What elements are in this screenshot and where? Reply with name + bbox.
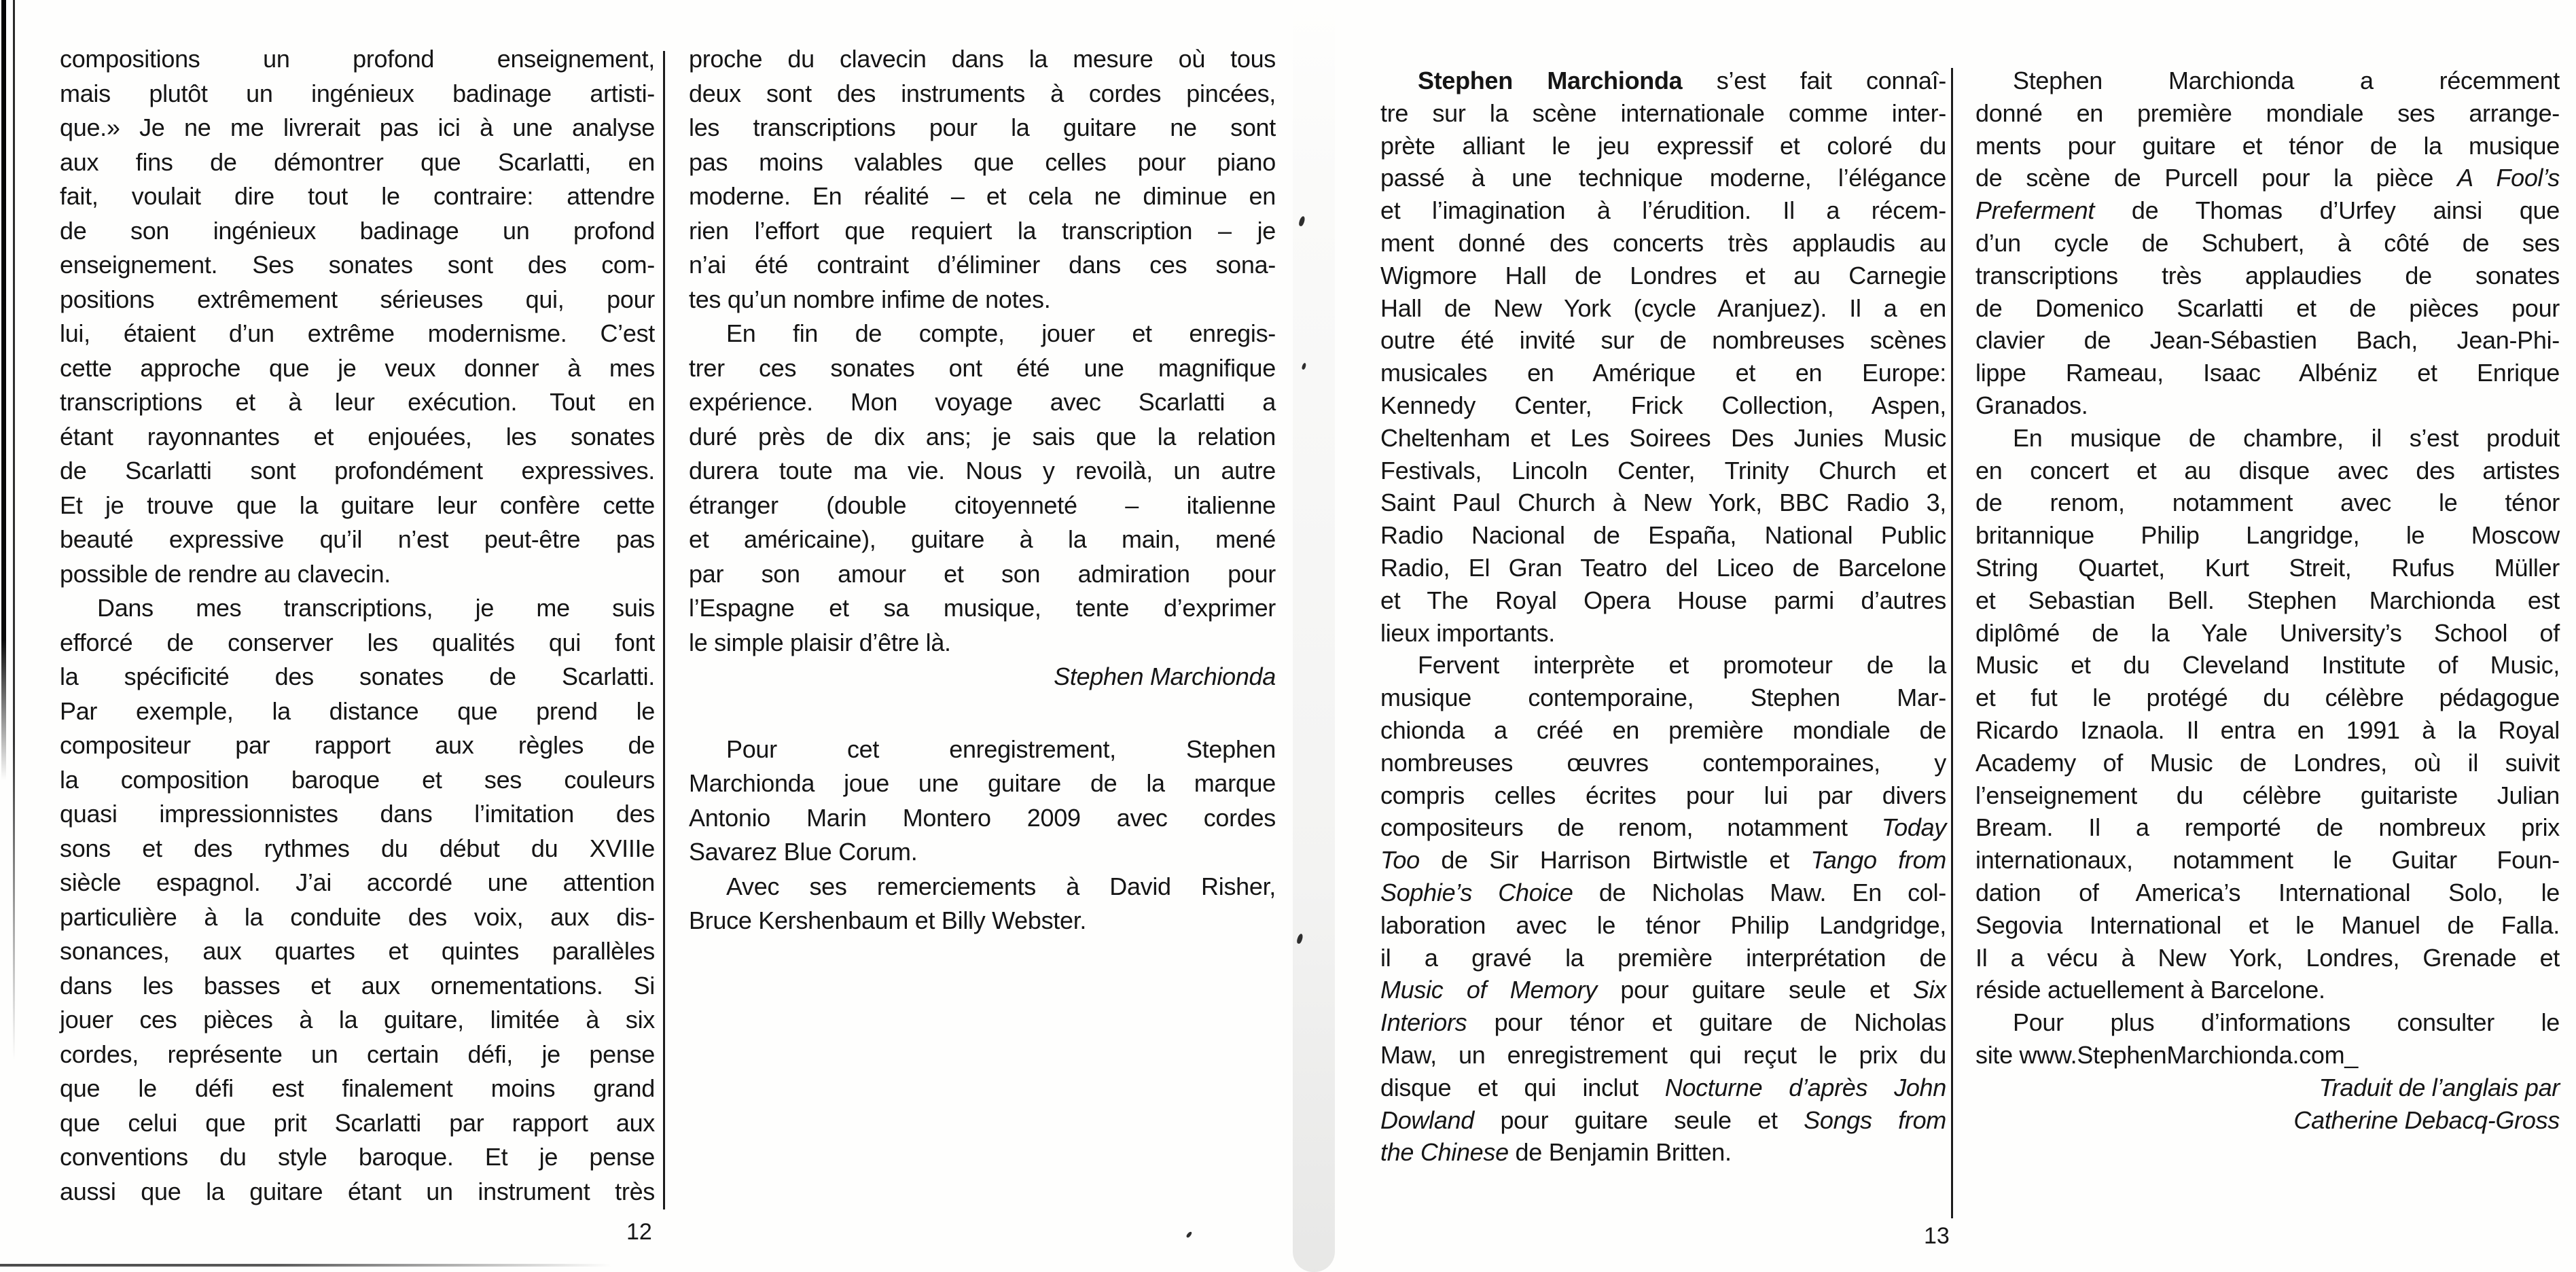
text-line <box>689 454 1276 489</box>
text-run: Maw, un enregistrement qui reçut le prix du <box>1380 1040 1946 1069</box>
text-line <box>1380 389 1946 422</box>
text-run: enseignement. Ses sonates sont des com- <box>60 251 655 279</box>
text-run: durera toute ma vie. Nous y revoilà, un autre <box>689 457 1276 484</box>
text-line <box>1380 97 1946 130</box>
text-line <box>1380 811 1946 844</box>
text-run: Today <box>1881 813 1946 842</box>
scan-edge-line-thick <box>1 0 6 780</box>
text-run: diplômé de la Yale University’s School of <box>1975 618 2560 647</box>
text-run: cordes, représente un certain défi, je pense <box>60 1040 655 1068</box>
text-line <box>1975 714 2560 747</box>
text-line <box>689 801 1276 836</box>
text-line <box>1380 909 1946 942</box>
text-run: l’enseignement du célèbre guitariste Julian <box>1975 781 2560 809</box>
text-run: sonances, aux quartes et quintes parallèles <box>60 937 655 965</box>
text-run: Too <box>1380 846 1420 874</box>
text-run: Ricardo Iznaola. Il entra en 1991 à la Royal <box>1975 716 2560 744</box>
text-run: s’est fait connaî- <box>1682 67 1946 94</box>
page12-column-right <box>689 42 1276 938</box>
text-run: jouer ces pièces à la guitare, limitée à six <box>60 1006 655 1034</box>
text-line <box>60 866 655 900</box>
text-run: Granados. <box>1975 391 2088 419</box>
text-run: Radio, El Gran Teatro del Liceo de Barcelone <box>1380 553 1946 582</box>
text-run: Songs from <box>1804 1106 1946 1134</box>
text-line <box>1975 389 2560 422</box>
text-run: Antonio Marin Montero 2009 avec cordes <box>689 803 1276 832</box>
text-line <box>1975 747 2560 779</box>
text-run: rien l’effort que requiert la transcription – je <box>689 216 1276 245</box>
text-run: conventions du style baroque. Et je pense <box>60 1143 655 1171</box>
text-line <box>60 626 655 660</box>
text-line <box>689 248 1276 283</box>
text-run: compositions un profond enseignement, <box>60 45 655 73</box>
text-line <box>1975 682 2560 714</box>
text-line <box>689 42 1276 77</box>
text-run: Music et du Cleveland Institute of Music, <box>1975 651 2560 679</box>
text-line <box>1975 194 2560 227</box>
text-line <box>1975 942 2560 974</box>
text-run: En fin de compte, jouer et enregis- <box>726 319 1276 347</box>
text-line <box>1380 1104 1946 1137</box>
text-run: et américaine), guitare à la main, mené <box>689 525 1276 553</box>
text-run: Cheltenham et Les Soirees Des Junies Music <box>1380 423 1946 452</box>
text-line <box>60 283 655 317</box>
text-run: duré près de dix ans; je sais que la relation <box>689 422 1276 450</box>
text-line <box>1380 942 1946 974</box>
text-line <box>60 934 655 969</box>
text-run: lui, étaient d’un extrême modernisme. C’est <box>60 319 655 347</box>
text-line <box>1975 422 2560 455</box>
text-run: Interiors <box>1380 1008 1467 1037</box>
booklet-gutter-shadow <box>1293 0 1335 1272</box>
text-line <box>1380 844 1946 877</box>
text-line <box>1975 1072 2560 1104</box>
text-run: pas moins valables que celles pour piano <box>689 147 1276 176</box>
text-run: compris celles écrites pour lui par divers <box>1380 781 1946 809</box>
text-run: de Sir Harrison Birtwistle et <box>1419 846 1811 874</box>
text-line <box>1975 260 2560 292</box>
text-line <box>1975 97 2560 130</box>
text-run: que le défi est finalement moins grand <box>60 1074 655 1102</box>
text-run: que.» Je ne me livrerait pas ici à une analyse <box>60 113 655 141</box>
text-line <box>60 179 655 214</box>
text-line <box>1380 324 1946 357</box>
text-run: sons et des rythmes du début du XVIIIe <box>60 834 655 862</box>
text-run: de Benjamin Britten. <box>1508 1138 1732 1167</box>
text-line <box>60 385 655 420</box>
text-run: d’un cycle de Schubert, à côté de ses <box>1975 228 2560 257</box>
text-run: Dans mes transcriptions, je me suis <box>97 594 655 622</box>
text-line <box>60 351 655 386</box>
text-run: Stephen Marchionda <box>1054 662 1276 690</box>
text-line <box>1380 519 1946 552</box>
text-line <box>1380 682 1946 714</box>
text-line <box>1975 877 2560 909</box>
text-run: Academy of Music de Londres, où il suivit <box>1975 748 2560 777</box>
text-run: l’Espagne et sa musique, tente d’exprimer <box>689 594 1276 622</box>
text-run: Pour plus d’informations consulter le <box>2013 1008 2560 1037</box>
text-run: et The Royal Opera House parmi d’autres <box>1380 586 1946 614</box>
text-line <box>1975 519 2560 552</box>
text-line <box>689 557 1276 592</box>
text-run: Hall de New York (cycle Aranjuez). Il a en <box>1380 294 1946 322</box>
text-run: et fut le protégé du célèbre pédagogue <box>1975 684 2560 712</box>
text-run: de Nicholas Maw. En col- <box>1573 878 1946 906</box>
text-run: tes qu’un nombre infime de notes. <box>689 285 1051 313</box>
text-run: britannique Philip Langridge, le Moscow <box>1975 521 2560 550</box>
text-line <box>689 732 1276 767</box>
text-line <box>60 489 655 523</box>
text-line <box>689 904 1276 938</box>
text-run: ment donné des concerts très applaudis au <box>1380 228 1946 257</box>
text-line <box>1975 909 2560 942</box>
text-run: Bruce Kershenbaum et Billy Webster. <box>689 906 1087 934</box>
text-line <box>689 214 1276 249</box>
text-run: il a gravé la première interprétation de <box>1380 943 1946 972</box>
text-run: siècle espagnol. J’ai accordé une attention <box>60 868 655 896</box>
text-line <box>1975 130 2560 162</box>
text-line <box>1380 130 1946 162</box>
text-line <box>1380 194 1946 227</box>
text-run: Wigmore Hall de Londres et au Carnegie <box>1380 261 1946 289</box>
text-line <box>1975 617 2560 650</box>
text-line <box>1380 584 1946 617</box>
text-run: lieux importants. <box>1380 618 1556 647</box>
text-run: Fervent interprète et promoteur de la <box>1418 651 1946 679</box>
text-run: Segovia International et le Manuel de Falla. <box>1975 911 2560 939</box>
text-run: étranger (double citoyenneté – italienne <box>689 491 1276 519</box>
text-run: cette approche que je veux donner à mes <box>60 353 655 382</box>
text-line <box>60 1003 655 1038</box>
text-run: site www.StephenMarchionda.com_ <box>1975 1040 2358 1069</box>
text-run: étant rayonnantes et enjouées, les sonates <box>60 422 655 450</box>
text-line <box>689 420 1276 455</box>
text-line <box>60 728 655 763</box>
text-line <box>1380 227 1946 260</box>
text-run: Preferment <box>1975 196 2095 225</box>
text-line <box>60 1175 655 1209</box>
text-run: n’ai été contraint d’éliminer dans ces sona- <box>689 251 1276 279</box>
text-line <box>689 591 1276 626</box>
text-line <box>689 77 1276 111</box>
text-run: et Sebastian Bell. Stephen Marchionda est <box>1975 586 2560 614</box>
text-line <box>1380 422 1946 455</box>
text-line <box>60 591 655 626</box>
scan-edge-line-thin <box>13 0 15 1060</box>
scan-bottom-edge-line <box>0 1264 611 1267</box>
text-line <box>1975 357 2560 389</box>
text-line <box>60 214 655 249</box>
text-line <box>1975 1006 2560 1039</box>
text-run: de renom, notamment avec le ténor <box>1975 489 2560 517</box>
text-run: compositeurs de renom, notamment <box>1380 813 1882 842</box>
page13-column-right <box>1975 65 2560 1136</box>
text-line <box>60 557 655 592</box>
text-run: Saint Paul Church à New York, BBC Radio 3, <box>1380 489 1946 517</box>
text-run: trer ces sonates ont été une magnifique <box>689 353 1276 382</box>
scan-speck <box>1185 1231 1192 1239</box>
text-run: moderne. En réalité – et cela ne diminue en <box>689 182 1276 210</box>
text-run: the Chinese <box>1380 1138 1509 1167</box>
text-run: dation of America’s International Solo, le <box>1975 878 2560 906</box>
text-run: laboration avec le ténor Philip Landgridge, <box>1380 911 1946 939</box>
text-line <box>1380 877 1946 909</box>
text-line <box>1975 649 2560 682</box>
text-run: Catherine Debacq-Gross <box>2293 1106 2560 1134</box>
text-run: Pour cet enregistrement, Stephen <box>726 735 1276 763</box>
text-line <box>60 248 655 283</box>
column-divider-page13 <box>1951 68 1953 1218</box>
text-line <box>60 797 655 832</box>
text-line <box>689 179 1276 214</box>
text-run: donné en première mondiale ses arrange- <box>1975 99 2560 127</box>
text-run: Festivals, Lincoln Center, Trinity Church et <box>1380 456 1946 484</box>
text-run: Savarez Blue Corum. <box>689 838 918 866</box>
text-line <box>60 111 655 145</box>
text-run: positions extrêmement sérieuses qui, pour <box>60 285 655 313</box>
text-run: fait, voulait dire tout le contraire: attendre <box>60 182 655 210</box>
text-line <box>689 283 1276 317</box>
text-run: Traduit de l’anglais par <box>2319 1073 2560 1101</box>
text-line <box>1975 844 2560 877</box>
text-run: efforcé de conserver les qualités qui font <box>60 628 655 656</box>
text-line <box>60 1140 655 1175</box>
text-run: beauté expressive qu’il n’est peut-être pas <box>60 525 655 553</box>
text-run: et l’imagination à l’érudition. Il a récem- <box>1380 196 1946 225</box>
text-line <box>1975 227 2560 260</box>
text-run: pour guitare seule et <box>1596 976 1913 1004</box>
text-run: que celui que prit Scarlatti par rapport aux <box>60 1108 655 1137</box>
text-line <box>689 111 1276 145</box>
text-run: en concert et au disque avec des artistes <box>1975 456 2560 484</box>
text-run: transcriptions très applaudies de sonates <box>1975 261 2560 289</box>
text-line <box>60 694 655 729</box>
text-line <box>1380 1006 1946 1039</box>
text-run: internationaux, notamment le Guitar Foun- <box>1975 846 2560 874</box>
text-line <box>1380 357 1946 389</box>
text-run: Bream. Il a remporté de nombreux prix <box>1975 813 2560 842</box>
text-line <box>689 523 1276 557</box>
text-line <box>689 626 1276 660</box>
text-run: de Thomas d’Urfey ainsi que <box>2094 196 2560 225</box>
text-run: A Fool’s <box>2457 164 2560 192</box>
text-line <box>60 420 655 455</box>
text-line <box>60 523 655 557</box>
text-line <box>1975 1104 2560 1137</box>
text-run: Six <box>1912 976 1947 1004</box>
text-line <box>60 145 655 180</box>
text-run: String Quartet, Kurt Streit, Rufus Müller <box>1975 553 2560 582</box>
text-run: clavier de Jean-Sébastien Bach, Jean-Phi- <box>1975 326 2560 355</box>
text-run: transcriptions et à leur exécution. Tout en <box>60 388 655 416</box>
text-line <box>60 77 655 111</box>
text-line <box>1380 617 1946 650</box>
text-run: la composition baroque et ses couleurs <box>60 765 655 794</box>
text-run: outre été invité sur de nombreuses scènes <box>1380 326 1946 355</box>
text-line <box>1975 584 2560 617</box>
text-line <box>1380 65 1946 97</box>
text-run: la spécificité des sonates de Scarlatti. <box>60 662 655 690</box>
text-run: Nocturne d’après John <box>1664 1073 1946 1101</box>
text-line <box>60 42 655 77</box>
text-line <box>1975 162 2560 194</box>
text-line <box>1380 714 1946 747</box>
text-run: pour guitare seule et <box>1473 1106 1804 1134</box>
text-run: chionda a créé en première mondiale de <box>1380 716 1946 744</box>
text-run: musique contemporaine, Stephen Mar- <box>1380 684 1946 712</box>
text-run: de scène de Purcell pour la pièce <box>1975 164 2458 192</box>
text-run: aussi que la guitare étant un instrument très <box>60 1177 655 1205</box>
text-run: Music of Memory <box>1380 976 1597 1004</box>
text-line <box>1380 260 1946 292</box>
text-line <box>1380 747 1946 779</box>
text-run: de Scarlatti sont profondément expressives. <box>60 457 655 484</box>
text-line <box>689 766 1276 801</box>
text-run: Kennedy Center, Frick Collection, Aspen, <box>1380 391 1946 419</box>
text-line <box>60 317 655 351</box>
text-run: lippe Rameau, Isaac Albéniz et Enrique <box>1975 359 2560 387</box>
text-line <box>1975 455 2560 487</box>
text-line <box>689 351 1276 386</box>
text-line <box>689 660 1276 694</box>
text-line <box>1975 324 2560 357</box>
text-run: compositeur par rapport aux règles de <box>60 731 655 759</box>
text-run: nombreuses œuvres contemporaines, y <box>1380 748 1946 777</box>
text-run: expérience. Mon voyage avec Scarlatti a <box>689 388 1276 416</box>
text-line <box>60 1106 655 1141</box>
text-line <box>689 385 1276 420</box>
text-line <box>60 1038 655 1072</box>
page-number-13: 13 <box>1924 1223 1950 1249</box>
text-run: possible de rendre au clavecin. <box>60 559 391 588</box>
text-run: Il a vécu à New York, Londres, Grenade et <box>1975 943 2560 972</box>
text-line <box>60 454 655 489</box>
text-run: les transcriptions pour la guitare ne sont <box>689 113 1276 141</box>
text-run: de son ingénieux badinage un profond <box>60 216 655 245</box>
text-run: le simple plaisir d’être là. <box>689 628 951 656</box>
text-run: Stephen Marchionda a récemment <box>2013 67 2560 94</box>
text-line <box>1380 974 1946 1006</box>
text-run: proche du clavecin dans la mesure où tous <box>689 45 1276 73</box>
text-run: prète alliant le jeu expressif et coloré du <box>1380 131 1946 160</box>
text-line <box>60 832 655 866</box>
text-line <box>60 969 655 1004</box>
text-run: deux sont des instruments à cordes pincées, <box>689 79 1276 107</box>
text-line <box>689 317 1276 351</box>
text-run: Par exemple, la distance que prend le <box>60 696 655 725</box>
text-run: ments pour guitare et ténor de la musique <box>1975 131 2560 160</box>
text-line <box>1975 552 2560 584</box>
text-run: dans les basses et aux ornementations. Si <box>60 971 655 1000</box>
text-line <box>1380 779 1946 812</box>
text-run: pour ténor et guitare de Nicholas <box>1467 1008 1946 1037</box>
text-line <box>1380 1072 1946 1104</box>
text-line <box>689 870 1276 904</box>
text-line <box>1380 162 1946 194</box>
text-run: musicales en Amérique et en Europe: <box>1380 359 1946 387</box>
text-line <box>1380 649 1946 682</box>
text-run: quasi impressionnistes dans l’imitation des <box>60 800 655 828</box>
text-line <box>689 145 1276 180</box>
text-run: disque et qui inclut <box>1380 1073 1665 1101</box>
text-line <box>1975 65 2560 97</box>
text-run: mais plutôt un ingénieux badinage artisti- <box>60 79 655 107</box>
text-line <box>1380 487 1946 519</box>
text-run: Marchionda joue une guitare de la marque <box>689 769 1276 797</box>
page12-column-left <box>60 42 655 1209</box>
text-line <box>1380 552 1946 584</box>
text-run: particulière à la conduite des voix, aux dis- <box>60 902 655 931</box>
text-run: passé à une technique moderne, l’élégance <box>1380 164 1946 192</box>
text-line <box>1975 974 2560 1006</box>
text-run: tre sur la scène internationale comme inter- <box>1380 99 1946 127</box>
text-line <box>1975 811 2560 844</box>
text-run: Avec ses remerciements à David Risher, <box>726 872 1276 900</box>
text-run: Stephen Marchionda <box>1418 67 1683 94</box>
text-run: Tango from <box>1810 846 1946 874</box>
text-line <box>1975 779 2560 812</box>
text-line <box>1380 292 1946 325</box>
text-run: Radio Nacional de España, National Public <box>1380 521 1946 550</box>
text-run: de Domenico Scarlatti et de pièces pour <box>1975 294 2560 322</box>
page13-column-left <box>1380 65 1946 1169</box>
text-run: Et je trouve que la guitare leur confère cette <box>60 491 655 519</box>
text-line <box>689 835 1276 870</box>
text-line <box>60 900 655 935</box>
text-line <box>1975 487 2560 519</box>
text-line <box>60 763 655 798</box>
text-line <box>1380 455 1946 487</box>
column-divider-page12 <box>663 51 665 1209</box>
text-run: par son amour et son admiration pour <box>689 559 1276 588</box>
page-number-12: 12 <box>626 1219 652 1245</box>
text-line <box>60 1072 655 1106</box>
text-run: Dowland <box>1380 1106 1474 1134</box>
text-line <box>1380 1136 1946 1169</box>
text-run: aux fins de démontrer que Scarlatti, en <box>60 147 655 176</box>
text-line <box>1975 292 2560 325</box>
text-run: En musique de chambre, il s’est produit <box>2013 423 2560 452</box>
text-run: réside actuellement à Barcelone. <box>1975 976 2325 1004</box>
text-line <box>60 660 655 694</box>
text-run: Sophie’s Choice <box>1380 878 1573 906</box>
text-line <box>1975 1039 2560 1072</box>
text-line <box>689 489 1276 523</box>
line-gap <box>689 694 1276 732</box>
text-line <box>1380 1039 1946 1072</box>
